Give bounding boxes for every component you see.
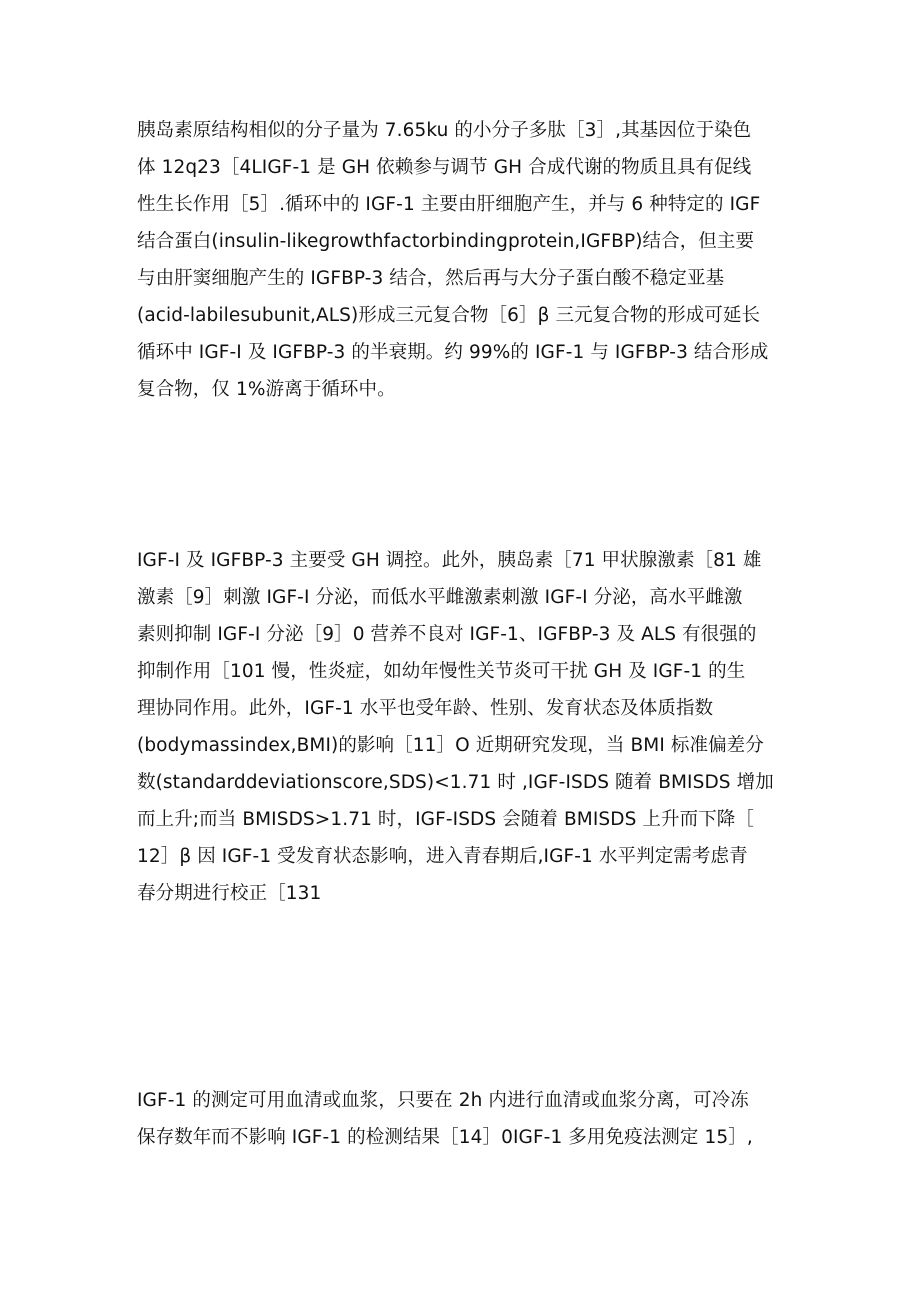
text-line: 理协同作用。此外，IGF-1 水平也受年龄、性别、发育状态及体质指数 bbox=[137, 698, 714, 719]
text-line: 而上升;而当 BMISDS>1.71 时，IGF-ISDS 会随着 BMISDS 上升而下降［ bbox=[137, 809, 755, 830]
text-line: 激素［9］刺激 IGF-I 分泌，而低水平雌激素刺激 IGF-I 分泌，高水平雌激 bbox=[137, 587, 743, 608]
paragraph-3 bbox=[137, 1082, 797, 1156]
text-line: 春分期进行校正［131 bbox=[137, 883, 322, 904]
paragraph-2 bbox=[137, 542, 797, 912]
text-line: 体 12q23［4LIGF-1 是 GH 依赖参与调节 GH 合成代谢的物质且具有促线 bbox=[137, 157, 752, 178]
text-line: 素则抑制 IGF-I 分泌［9］0 营养不良对 IGF-1、IGFBP-3 及 ALS 有很强的 bbox=[137, 624, 757, 645]
text-line: 结合蛋白(insulin-likegrowthfactorbindingprotein,IGFBP)结合，但主要 bbox=[137, 231, 755, 252]
text-line: 性生长作用［5］.循环中的 IGF-1 主要由肝细胞产生，并与 6 种特定的 IGF bbox=[137, 194, 761, 215]
text-line: 数(standarddeviationscore,SDS)<1.71 时 ,IGF-ISDS 随着 BMISDS 增加 bbox=[137, 772, 774, 793]
text-line: 与由肝窦细胞产生的 IGFBP-3 结合，然后再与大分子蛋白酸不稳定亚基 bbox=[137, 268, 725, 289]
text-line: (bodymassindex,BMI)的影响［11］O 近期研究发现，当 BMI 标准偏差分 bbox=[137, 735, 764, 756]
text-line: 复合物，仅 1%游离于循环中。 bbox=[137, 379, 396, 400]
text-line: IGF-I 及 IGFBP-3 主要受 GH 调控。此外，胰岛素［71 甲状腺激素［81 雄 bbox=[137, 550, 762, 571]
text-line: 循环中 IGF-I 及 IGFBP-3 的半衰期。约 99%的 IGF-1 与 IGFBP-3 结合形成 bbox=[137, 342, 769, 363]
text-line: 12］β 因 IGF-1 受发育状态影响，进入青春期后,IGF-1 水平判定需考虑青 bbox=[137, 846, 748, 867]
text-line: (acid-labilesubunit,ALS)形成三元复合物［6］β 三元复合物的形成可延长 bbox=[137, 305, 761, 326]
paragraph-1 bbox=[137, 112, 797, 408]
text-line: 保存数年而不影响 IGF-1 的检测结果［14］0IGF-1 多用免疫法测定 15］, bbox=[137, 1127, 753, 1148]
text-line: 胰岛素原结构相似的分子量为 7.65ku 的小分子多肽［3］,其基因位于染色 bbox=[137, 120, 752, 141]
text-line: IGF-1 的测定可用血清或血浆，只要在 2h 内进行血清或血浆分离，可冷冻 bbox=[137, 1090, 749, 1111]
text-line: 抑制作用［101 慢，性炎症，如幼年慢性关节炎可干扰 GH 及 IGF-1 的生 bbox=[137, 661, 746, 682]
